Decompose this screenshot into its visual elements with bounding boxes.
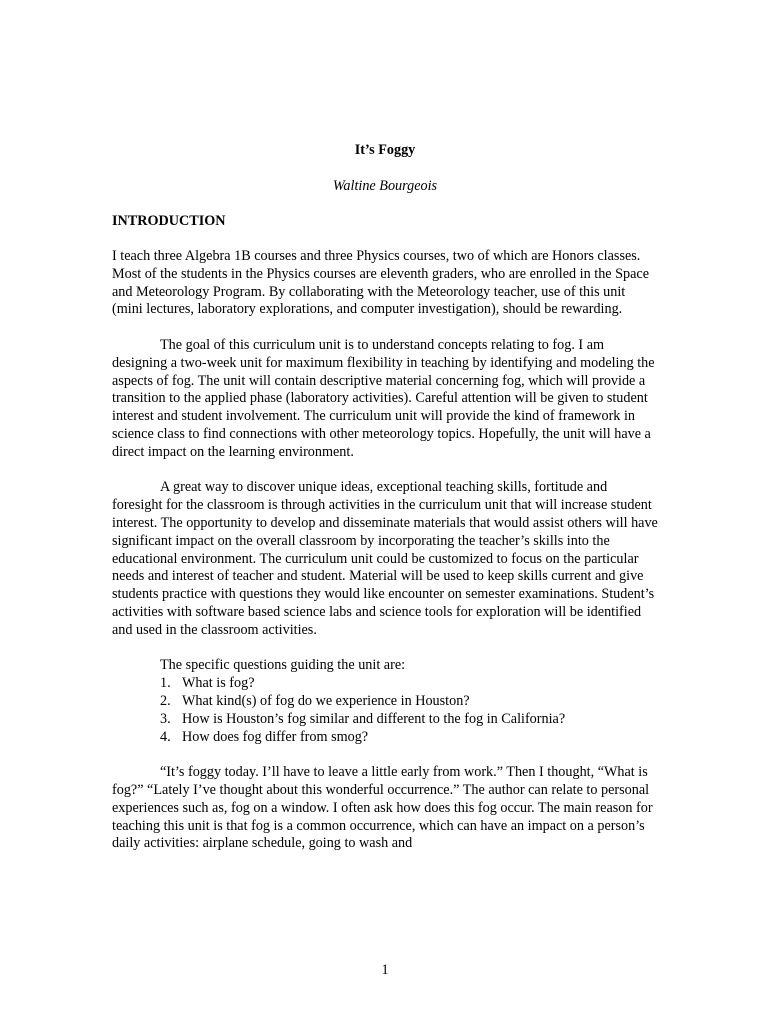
question-number: 2. [160, 692, 171, 709]
paragraph-3: A great way to discover unique ideas, exceptional teaching skills, fortitude and foresight for the classroom is through activities in the curriculum unit that will increase student interest. The opportunity to develop and disseminate materials that would assist others will have significant impact on the overall classroom by incorporating the teacher’s skills into the educational environment. The curriculum unit could be customized to focus on the particular needs and interest of teacher and student. Material will be used to keep skills current and give students practice with questions they would like encounter on semester examinations. Student’s activities with software based science labs and science tools for exploration will be identified and used in the classroom activities. [112, 479, 658, 638]
author-name: Waltine Bourgeois [332, 178, 438, 194]
closing-paragraph: “It’s foggy today. I’ll have to leave a little early from work.” Then I thought, “What is fog?” “Lately I’ve thought about this wonderful occurrence.” The author can relate to personal experiences such as, fog on a window. I often ask how does this fog occur. The main reason for teaching this unit is that fog is a common occurrence, which can have an impact on a person’s daily activities: airplane schedule, going to wash and [112, 764, 653, 852]
question-text: What is fog? [182, 675, 255, 692]
question-item [112, 711, 658, 729]
questions-block [112, 657, 658, 746]
question-text: What kind(s) of fog do we experience in Houston? [182, 692, 470, 709]
question-item [112, 693, 658, 711]
document-title: It’s Foggy [354, 142, 416, 158]
document-body [112, 248, 658, 871]
questions-list [112, 675, 658, 746]
question-number: 3. [160, 710, 171, 727]
paragraph-2: The goal of this curriculum unit is to understand concepts relating to fog. I am designing a two-week unit for maximum flexibility in teaching by identifying and modeling the aspects of fog. The unit will contain descriptive material concerning fog, which will provide a transition to the applied phase (laboratory activities). Careful attention will be given to student interest and student involvement. The curriculum unit will provide the kind of framework in science class to find connections with other meteorology topics. Hopefully, the unit will have a direct impact on the learning environment. [112, 336, 655, 460]
question-text: How does fog differ from smog? [182, 728, 369, 745]
questions-intro: The specific questions guiding the unit are: [160, 657, 406, 674]
question-text: How is Houston’s fog similar and different to the fog in California? [182, 710, 566, 727]
question-item [112, 729, 658, 747]
question-item [112, 675, 658, 693]
paragraph-1: I teach three Algebra 1B courses and three Physics courses, two of which are Honors classes. Most of the students in the Physics courses are eleventh graders, who are enrolled in the Space and Meteorology Program. By collaborating with the Meteorology teacher, use of this unit (mini lectures, laboratory explorations, and computer investigation), should be rewarding. [112, 248, 650, 318]
section-heading: INTRODUCTION [112, 213, 226, 229]
page-number: 1 [381, 962, 389, 978]
question-number: 4. [160, 728, 171, 745]
question-number: 1. [160, 675, 171, 692]
